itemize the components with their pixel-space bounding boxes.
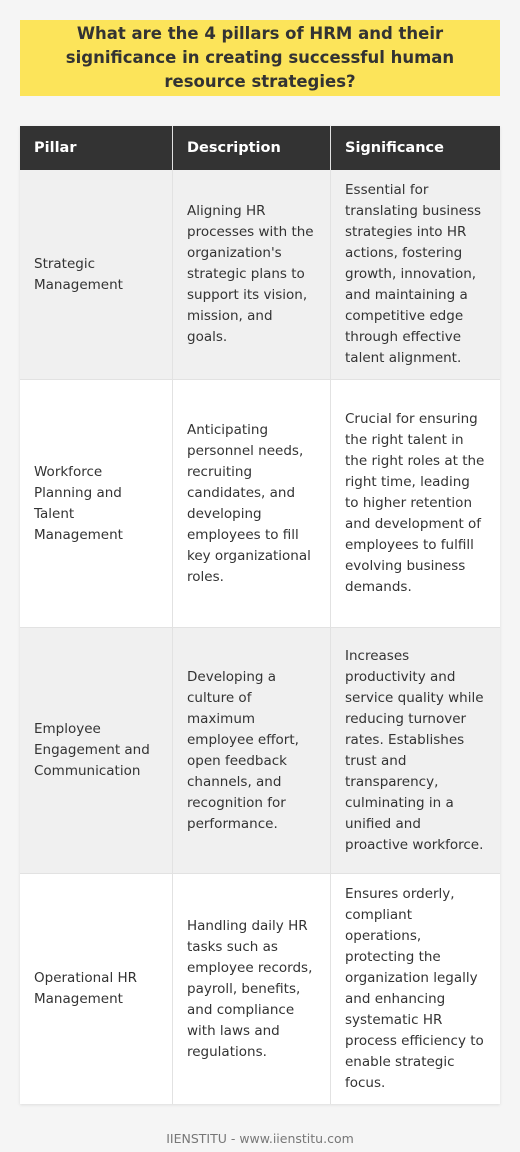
page-title: What are the 4 pillars of HRM and their significance in creating successful human resource strategies? [65,24,455,91]
significance-cell: Essential for translating business strategies into HR actions, fostering growth, innovation, and maintaining a competitive edge through effective talent alignment. [330,170,500,380]
description-cell: Developing a culture of maximum employee effort, open feedback channels, and recognition for performance. [172,628,330,874]
header-significance: Significance [330,126,500,170]
significance-cell: Crucial for ensuring the right talent in the right roles at the right time, leading to higher retention and development of employees to fulfill evolving business demands. [330,380,500,628]
table-header-row [20,126,500,170]
description-cell: Handling daily HR tasks such as employee records, payroll, benefits, and compliance with laws and regulations. [172,874,330,1104]
table-row [20,170,500,380]
description-cell: Aligning HR processes with the organization's strategic plans to support its vision, mission, and goals. [172,170,330,380]
table-row [20,874,500,1104]
hrm-pillars-table [20,126,500,1104]
header-pillar: Pillar [20,126,172,170]
title-banner [20,20,500,96]
significance-cell: Increases productivity and service quality while reducing turnover rates. Establishes trust and transparency, culminating in a unified and proactive workforce. [330,628,500,874]
pillar-cell: Operational HR Management [20,874,172,1104]
pillar-cell: Employee Engagement and Communication [20,628,172,874]
table-row [20,628,500,874]
pillar-cell: Strategic Management [20,170,172,380]
table-row [20,380,500,628]
significance-cell: Ensures orderly, compliant operations, protecting the organization legally and enhancing systematic HR process efficiency to enable strategic focus. [330,874,500,1104]
header-description: Description [172,126,330,170]
description-cell: Anticipating personnel needs, recruiting candidates, and developing employees to fill key organizational roles. [172,380,330,628]
pillar-cell: Workforce Planning and Talent Management [20,380,172,628]
footer-credit: IIENSTITU - www.iienstitu.com [166,1131,354,1146]
